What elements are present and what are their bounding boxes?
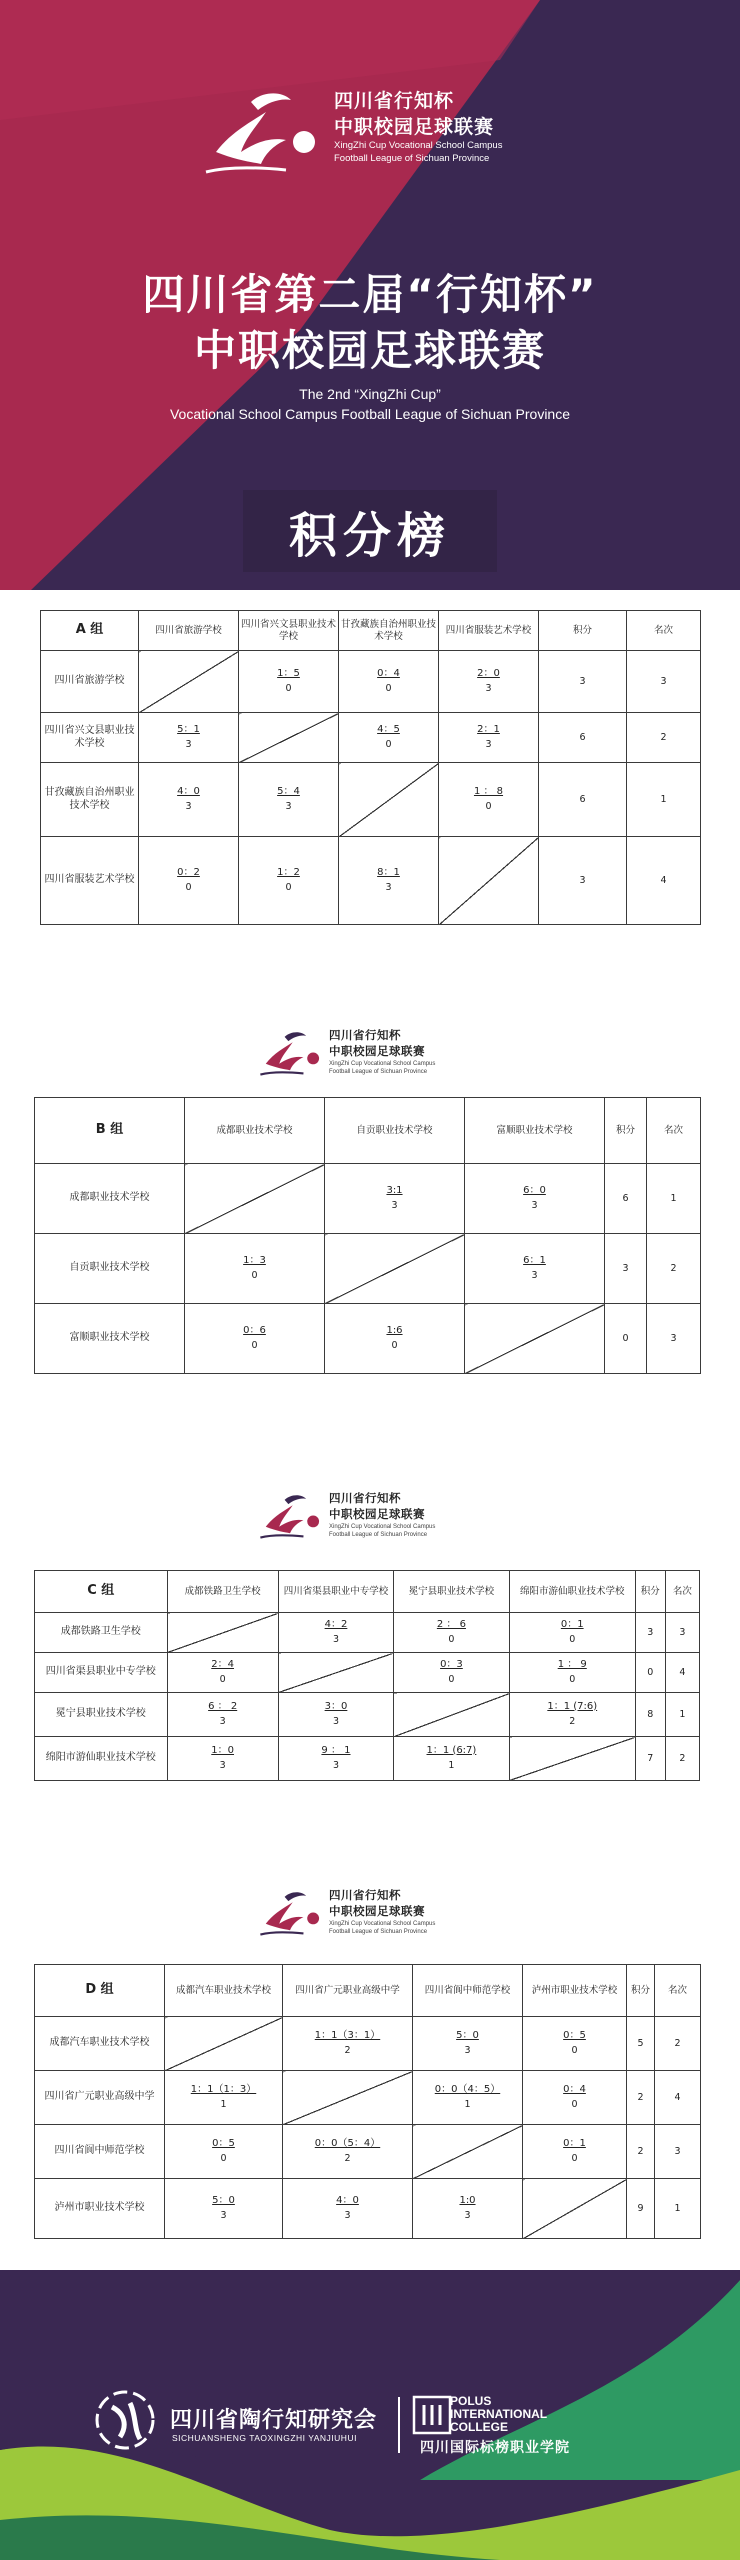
match-result-cell — [394, 1613, 509, 1653]
match-score: 0：0（5：4） — [314, 2137, 381, 2149]
mid-logo-subtitle-line2: Football League of Sichuan Province — [329, 1929, 428, 1935]
match-score: 1：5 — [277, 667, 300, 679]
match-score: 1：3 — [243, 1254, 266, 1266]
match-score: 2：1 — [477, 723, 500, 735]
row-total-points: 0 — [605, 1304, 647, 1374]
self-match-cell — [465, 1304, 605, 1374]
match-result-cell — [509, 1613, 635, 1653]
match-result-cell — [239, 763, 339, 837]
column-header-points: 积分 — [627, 1965, 655, 2017]
match-score: 1：1 (6:7) — [426, 1744, 477, 1756]
self-match-cell — [167, 1613, 278, 1653]
match-points: 3 — [185, 801, 192, 813]
match-result-cell — [413, 2017, 523, 2071]
match-result-cell — [239, 837, 339, 925]
row-team-name: 四川省旅游学校 — [41, 651, 139, 713]
page-subtitle-line2: Vocational School Campus Football League of Sichuan Province — [169, 406, 571, 422]
row-total-points: 6 — [539, 713, 627, 763]
row-rank: 4 — [627, 837, 701, 925]
self-match-cell — [239, 713, 339, 763]
match-result-cell — [413, 2179, 523, 2239]
group-name: A 组 — [41, 611, 139, 651]
match-points: 3 — [220, 2210, 227, 2222]
match-points: 0 — [571, 2045, 578, 2057]
column-header-team: 四川省广元职业高级中学 — [283, 1965, 413, 2017]
row-total-points: 2 — [627, 2125, 655, 2179]
match-points: 0 — [448, 1634, 455, 1646]
row-team-name: 自贡职业技术学校 — [35, 1234, 185, 1304]
match-result-cell — [439, 763, 539, 837]
column-header-points: 积分 — [635, 1571, 665, 1613]
match-result-cell — [139, 713, 239, 763]
row-team-name: 泸州市职业技术学校 — [35, 2179, 165, 2239]
row-total-points: 2 — [627, 2071, 655, 2125]
soccer-player-logo-icon — [196, 82, 326, 182]
row-total-points: 0 — [635, 1653, 665, 1693]
row-total-points: 5 — [627, 2017, 655, 2071]
match-score: 5：1 — [177, 723, 200, 735]
match-points: 3 — [219, 1716, 226, 1728]
match-score: 6 ： 2 — [208, 1700, 238, 1712]
mid-logo-title-line2: 中职校园足球联赛 — [329, 1904, 425, 1918]
match-result-cell — [394, 1653, 509, 1693]
match-points: 3 — [464, 2210, 471, 2222]
match-score: 0：5 — [212, 2137, 235, 2149]
match-points: 0 — [569, 1674, 576, 1686]
match-points: 1 — [220, 2099, 227, 2111]
column-header-team: 四川省服装艺术学校 — [439, 611, 539, 651]
match-score: 1 ： 9 — [557, 1658, 587, 1670]
row-team-name: 冕宁县职业技术学校 — [35, 1693, 168, 1737]
row-total-points: 3 — [539, 651, 627, 713]
self-match-cell — [439, 837, 539, 925]
mid-logo-1 — [255, 1025, 445, 1081]
group-name: D 组 — [35, 1965, 165, 2017]
match-points: 0 — [251, 1270, 258, 1282]
match-points: 3 — [344, 2210, 351, 2222]
row-total-points: 6 — [539, 763, 627, 837]
match-result-cell — [283, 2125, 413, 2179]
table-row — [35, 1164, 701, 1234]
match-score: 6：1 — [523, 1254, 546, 1266]
self-match-cell — [278, 1653, 393, 1693]
column-header-team: 冕宁县职业技术学校 — [394, 1571, 509, 1613]
match-result-cell — [325, 1304, 465, 1374]
table-row — [41, 651, 701, 713]
logo-title-line1: 四川省行知杯 — [334, 90, 455, 112]
logo-title-line2: 中职校园足球联赛 — [334, 116, 495, 138]
match-result-cell — [139, 837, 239, 925]
table-row — [35, 2179, 701, 2239]
match-result-cell — [465, 1164, 605, 1234]
match-score: 5：0 — [456, 2029, 479, 2041]
match-score: 0：3 — [440, 1658, 463, 1670]
column-header-team: 成都职业技术学校 — [185, 1098, 325, 1164]
mid-logo-title-line1: 四川省行知杯 — [329, 1888, 401, 1902]
row-team-name: 四川省兴文县职业技术学校 — [41, 713, 139, 763]
column-header-team: 四川省阆中师范学校 — [413, 1965, 523, 2017]
self-match-cell — [339, 763, 439, 837]
match-points: 0 — [571, 2153, 578, 2165]
match-points: 2 — [344, 2045, 351, 2057]
match-result-cell — [509, 1693, 635, 1737]
row-rank: 1 — [655, 2179, 701, 2239]
match-score: 0：4 — [377, 667, 400, 679]
mid-logo-title-line2: 中职校园足球联赛 — [329, 1507, 425, 1521]
row-total-points: 3 — [605, 1234, 647, 1304]
match-points: 3 — [391, 1200, 398, 1212]
table-row — [41, 837, 701, 925]
column-header-team: 四川省旅游学校 — [139, 611, 239, 651]
table-row — [35, 2125, 701, 2179]
match-score: 3：0 — [324, 1700, 348, 1712]
row-rank: 3 — [665, 1613, 699, 1653]
column-header-rank: 名次 — [627, 611, 701, 651]
row-team-name: 成都铁路卫生学校 — [35, 1613, 168, 1653]
table-row — [35, 1234, 701, 1304]
match-score: 1：0 — [211, 1744, 235, 1756]
match-points: 2 — [569, 1716, 576, 1728]
table-row — [35, 1653, 700, 1693]
match-points: 0 — [220, 2153, 227, 2165]
row-rank: 4 — [665, 1653, 699, 1693]
group-a-table — [40, 610, 701, 925]
match-result-cell — [278, 1613, 393, 1653]
match-score: 0：4 — [563, 2083, 586, 2095]
match-points: 0 — [448, 1674, 455, 1686]
row-team-name: 成都汽车职业技术学校 — [35, 2017, 165, 2071]
mid-logo-title-line2: 中职校园足球联赛 — [329, 1044, 425, 1058]
self-match-cell — [283, 2071, 413, 2125]
match-result-cell — [167, 1653, 278, 1693]
page-title-line2: 中职校园足球联赛 — [193, 326, 546, 375]
match-score: 1：1 (7:6) — [547, 1700, 598, 1712]
match-score: 5：0 — [212, 2194, 235, 2206]
row-rank: 2 — [647, 1234, 701, 1304]
match-score: 0：6 — [243, 1324, 266, 1336]
row-team-name: 成都职业技术学校 — [35, 1164, 185, 1234]
self-match-cell — [139, 651, 239, 713]
group-c-table — [34, 1570, 700, 1781]
column-header-team: 四川省渠县职业中专学校 — [278, 1571, 393, 1613]
match-points: 0 — [391, 1340, 398, 1352]
page-title-line1: 四川省第二届“行知杯” — [142, 270, 598, 319]
match-score: 1：1（3：1） — [314, 2029, 381, 2041]
match-points: 0 — [185, 882, 192, 894]
row-total-points: 8 — [635, 1693, 665, 1737]
match-result-cell — [523, 2125, 627, 2179]
table-row — [35, 1693, 700, 1737]
league-logo — [196, 82, 576, 192]
match-points: 0 — [385, 739, 392, 751]
match-score: 8：1 — [377, 866, 400, 878]
match-points: 0 — [251, 1340, 258, 1352]
table-row — [35, 1613, 700, 1653]
row-team-name: 四川省广元职业高级中学 — [35, 2071, 165, 2125]
match-points: 3 — [332, 1716, 339, 1728]
mid-logo-3 — [255, 1885, 445, 1941]
row-total-points: 6 — [605, 1164, 647, 1234]
match-points: 3 — [332, 1634, 339, 1646]
column-header-rank: 名次 — [665, 1571, 699, 1613]
standings-banner-label: 积分榜 — [288, 507, 451, 564]
table-row — [35, 2071, 701, 2125]
match-result-cell — [394, 1737, 509, 1781]
match-score: 2：0 — [477, 667, 500, 679]
table-row — [41, 713, 701, 763]
row-team-name: 甘孜藏族自治州职业技术学校 — [41, 763, 139, 837]
match-points: 3 — [464, 2045, 471, 2057]
soccer-player-logo-icon — [255, 1488, 325, 1544]
org2-name: 四川国际标榜职业学院 — [420, 2440, 570, 2456]
match-points: 3 — [185, 739, 192, 751]
group-name: B 组 — [35, 1098, 185, 1164]
column-header-points: 积分 — [605, 1098, 647, 1164]
match-score: 1:6 — [386, 1324, 403, 1336]
self-match-cell — [325, 1234, 465, 1304]
match-points: 3 — [385, 882, 392, 894]
mid-logo-subtitle-line1: XingZhi Cup Vocational School Campus — [329, 1061, 436, 1067]
column-header-team: 甘孜藏族自治州职业技术学校 — [339, 611, 439, 651]
logo-subtitle-line2: Football League of Sichuan Province — [334, 153, 490, 164]
match-score: 0：2 — [177, 866, 200, 878]
self-match-cell — [523, 2179, 627, 2239]
match-points: 1 — [448, 1760, 455, 1772]
match-points: 0 — [285, 882, 292, 894]
match-score: 1 ： 8 — [473, 785, 504, 797]
match-result-cell — [413, 2071, 523, 2125]
footer-organizers — [90, 2385, 650, 2455]
column-header-team: 四川省兴文县职业技术学校 — [239, 611, 339, 651]
row-rank: 3 — [627, 651, 701, 713]
table-row — [41, 763, 701, 837]
row-total-points: 3 — [539, 837, 627, 925]
match-score: 0：1 — [563, 2137, 586, 2149]
match-result-cell — [165, 2179, 283, 2239]
match-score: 5：4 — [277, 785, 300, 797]
row-rank: 1 — [627, 763, 701, 837]
table-row — [35, 1304, 701, 1374]
column-header-rank: 名次 — [655, 1965, 701, 2017]
row-team-name: 富顺职业技术学校 — [35, 1304, 185, 1374]
match-result-cell — [439, 651, 539, 713]
self-match-cell — [165, 2017, 283, 2071]
column-header-team: 成都汽车职业技术学校 — [165, 1965, 283, 2017]
column-header-rank: 名次 — [647, 1098, 701, 1164]
column-header-team: 成都铁路卫生学校 — [167, 1571, 278, 1613]
match-result-cell — [278, 1693, 393, 1737]
row-rank: 1 — [665, 1693, 699, 1737]
match-result-cell — [185, 1304, 325, 1374]
match-score: 1：1（1：3） — [190, 2083, 257, 2095]
mid-logo-title-line1: 四川省行知杯 — [329, 1491, 401, 1505]
match-result-cell — [278, 1737, 393, 1781]
match-score: 0：0（4：5） — [434, 2083, 501, 2095]
match-score: 4：5 — [377, 723, 400, 735]
match-score: 4：0 — [336, 2194, 359, 2206]
match-points: 3 — [219, 1760, 226, 1772]
match-result-cell — [167, 1693, 278, 1737]
match-points: 3 — [531, 1270, 538, 1282]
match-points: 3 — [332, 1760, 339, 1772]
mid-logo-subtitle-line2: Football League of Sichuan Province — [329, 1069, 428, 1075]
row-rank: 2 — [665, 1737, 699, 1781]
row-total-points: 7 — [635, 1737, 665, 1781]
self-match-cell — [394, 1693, 509, 1737]
row-team-name: 四川省阆中师范学校 — [35, 2125, 165, 2179]
match-score: 2：4 — [211, 1658, 235, 1670]
row-rank: 3 — [647, 1304, 701, 1374]
match-points: 3 — [285, 801, 292, 813]
mid-logo-subtitle-line1: XingZhi Cup Vocational School Campus — [329, 1524, 436, 1530]
org1-name-en: SICHUANSHENG TAOXINGZHI YANJIUHUI — [172, 2433, 357, 2443]
match-score: 1：2 — [277, 866, 300, 878]
row-rank: 3 — [655, 2125, 701, 2179]
match-points: 3 — [531, 1200, 538, 1212]
match-result-cell — [283, 2179, 413, 2239]
calligraphy-logo-icon — [90, 2385, 160, 2455]
match-score: 4：0 — [177, 785, 200, 797]
match-points: 0 — [571, 2099, 578, 2111]
match-score: 2 ： 6 — [436, 1618, 466, 1630]
match-result-cell — [465, 1234, 605, 1304]
mid-logo-subtitle-line1: XingZhi Cup Vocational School Campus — [329, 1921, 436, 1927]
row-rank: 2 — [655, 2017, 701, 2071]
soccer-player-logo-icon — [255, 1025, 325, 1081]
match-result-cell — [339, 651, 439, 713]
match-points: 0 — [485, 801, 492, 813]
table-row — [35, 1737, 700, 1781]
match-points: 2 — [344, 2153, 351, 2165]
row-team-name: 绵阳市游仙职业技术学校 — [35, 1737, 168, 1781]
match-points: 0 — [285, 683, 292, 695]
match-score: 9 ： 1 — [321, 1744, 351, 1756]
org1-name: 四川省陶行知研究会 — [170, 2408, 378, 2433]
match-result-cell — [509, 1653, 635, 1693]
group-d-table — [34, 1964, 701, 2239]
match-result-cell — [165, 2071, 283, 2125]
org2-name-en: POLUS INTERNATIONAL COLLEGE — [450, 2394, 548, 2434]
group-b-table — [34, 1097, 701, 1374]
match-result-cell — [339, 837, 439, 925]
self-match-cell — [413, 2125, 523, 2179]
match-points: 0 — [219, 1674, 226, 1686]
match-score: 3:1 — [386, 1184, 403, 1196]
college-logo-icon — [412, 2395, 452, 2435]
column-header-points: 积分 — [539, 611, 627, 651]
mid-logo-subtitle-line2: Football League of Sichuan Province — [329, 1532, 428, 1538]
logo-subtitle-line1: XingZhi Cup Vocational School Campus — [334, 140, 503, 151]
row-rank: 4 — [655, 2071, 701, 2125]
match-score: 0：5 — [563, 2029, 586, 2041]
column-header-team: 泸州市职业技术学校 — [523, 1965, 627, 2017]
match-result-cell — [283, 2017, 413, 2071]
match-result-cell — [523, 2071, 627, 2125]
self-match-cell — [509, 1737, 635, 1781]
match-result-cell — [185, 1234, 325, 1304]
column-header-team: 绵阳市游仙职业技术学校 — [509, 1571, 635, 1613]
match-result-cell — [239, 651, 339, 713]
match-result-cell — [339, 713, 439, 763]
match-result-cell — [523, 2017, 627, 2071]
match-points: 3 — [485, 739, 492, 751]
match-result-cell — [139, 763, 239, 837]
match-result-cell — [165, 2125, 283, 2179]
mid-logo-2 — [255, 1488, 445, 1544]
match-points: 0 — [385, 683, 392, 695]
page-subtitle-line1: The 2nd “XingZhi Cup” — [299, 386, 441, 402]
match-points: 3 — [485, 683, 492, 695]
standings-banner — [243, 490, 497, 572]
match-score: 1:0 — [459, 2194, 476, 2206]
row-total-points: 9 — [627, 2179, 655, 2239]
match-score: 0：1 — [560, 1618, 584, 1630]
mid-logo-title-line1: 四川省行知杯 — [329, 1028, 401, 1042]
row-team-name: 四川省服装艺术学校 — [41, 837, 139, 925]
match-points: 1 — [464, 2099, 471, 2111]
row-rank: 2 — [627, 713, 701, 763]
match-result-cell — [167, 1737, 278, 1781]
table-row — [35, 2017, 701, 2071]
column-header-team: 富顺职业技术学校 — [465, 1098, 605, 1164]
match-result-cell — [439, 713, 539, 763]
row-team-name: 四川省渠县职业中专学校 — [35, 1653, 168, 1693]
match-score: 4：2 — [324, 1618, 348, 1630]
group-name: C 组 — [35, 1571, 168, 1613]
match-result-cell — [325, 1164, 465, 1234]
column-header-team: 自贡职业技术学校 — [325, 1098, 465, 1164]
match-score: 6：0 — [523, 1184, 546, 1196]
row-total-points: 3 — [635, 1613, 665, 1653]
soccer-player-logo-icon — [255, 1885, 325, 1941]
row-rank: 1 — [647, 1164, 701, 1234]
match-points: 0 — [569, 1634, 576, 1646]
self-match-cell — [185, 1164, 325, 1234]
footer-divider — [398, 2397, 400, 2453]
